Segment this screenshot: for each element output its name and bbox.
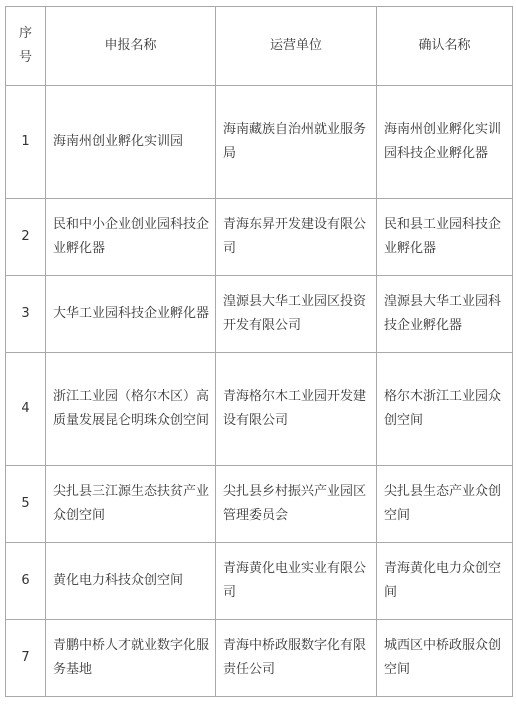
incubator-table xyxy=(5,6,513,697)
row-name: 浙江工业园（格尔木区）高质量发展昆仑明珠众创空间 xyxy=(46,353,216,466)
header-seq-line1: 序 xyxy=(18,26,32,41)
table-row xyxy=(6,543,513,620)
row-confirmed: 城西区中桥政服众创空间 xyxy=(377,620,513,697)
header-name: 申报名称 xyxy=(46,7,216,86)
row-name: 海南州创业孵化实训园 xyxy=(46,86,216,199)
row-name: 青鹏中桥人才就业数字化服务基地 xyxy=(46,620,216,697)
row-operator: 尖扎县乡村振兴产业园区管理委员会 xyxy=(216,466,377,543)
row-confirmed: 湟源县大华工业园科技企业孵化器 xyxy=(377,276,513,353)
row-number: 2 xyxy=(6,199,46,276)
row-number: 6 xyxy=(6,543,46,620)
row-number: 5 xyxy=(6,466,46,543)
row-number: 3 xyxy=(6,276,46,353)
row-operator: 海南藏族自治州就业服务局 xyxy=(216,86,377,199)
table-header-row xyxy=(6,7,513,86)
row-confirmed: 民和县工业园科技企业孵化器 xyxy=(377,199,513,276)
row-confirmed: 青海黄化电力众创空间 xyxy=(377,543,513,620)
table-row xyxy=(6,276,513,353)
row-operator: 青海格尔木工业园开发建设有限公司 xyxy=(216,353,377,466)
row-operator: 青海黄化电业实业有限公司 xyxy=(216,543,377,620)
table-row xyxy=(6,199,513,276)
row-number: 1 xyxy=(6,86,46,199)
table-row xyxy=(6,620,513,697)
document-table-container xyxy=(5,6,512,697)
row-name: 民和中小企业创业园科技企业孵化器 xyxy=(46,199,216,276)
table-row xyxy=(6,466,513,543)
row-confirmed: 尖扎县生态产业众创空间 xyxy=(377,466,513,543)
row-operator: 青海中桥政服数字化有限责任公司 xyxy=(216,620,377,697)
row-number: 4 xyxy=(6,353,46,466)
row-confirmed: 格尔木浙江工业园众创空间 xyxy=(377,353,513,466)
row-operator: 青海东昇开发建设有限公司 xyxy=(216,199,377,276)
header-seq xyxy=(6,7,46,86)
table-row xyxy=(6,86,513,199)
row-name: 大华工业园科技企业孵化器 xyxy=(46,276,216,353)
row-name: 尖扎县三江源生态扶贫产业众创空间 xyxy=(46,466,216,543)
header-operator: 运营单位 xyxy=(216,7,377,86)
row-operator: 湟源县大华工业园区投资开发有限公司 xyxy=(216,276,377,353)
table-row xyxy=(6,353,513,466)
row-confirmed: 海南州创业孵化实训园科技企业孵化器 xyxy=(377,86,513,199)
header-seq-line2: 号 xyxy=(18,50,32,65)
row-number: 7 xyxy=(6,620,46,697)
row-name: 黄化电力科技众创空间 xyxy=(46,543,216,620)
header-confirmed: 确认名称 xyxy=(377,7,513,86)
